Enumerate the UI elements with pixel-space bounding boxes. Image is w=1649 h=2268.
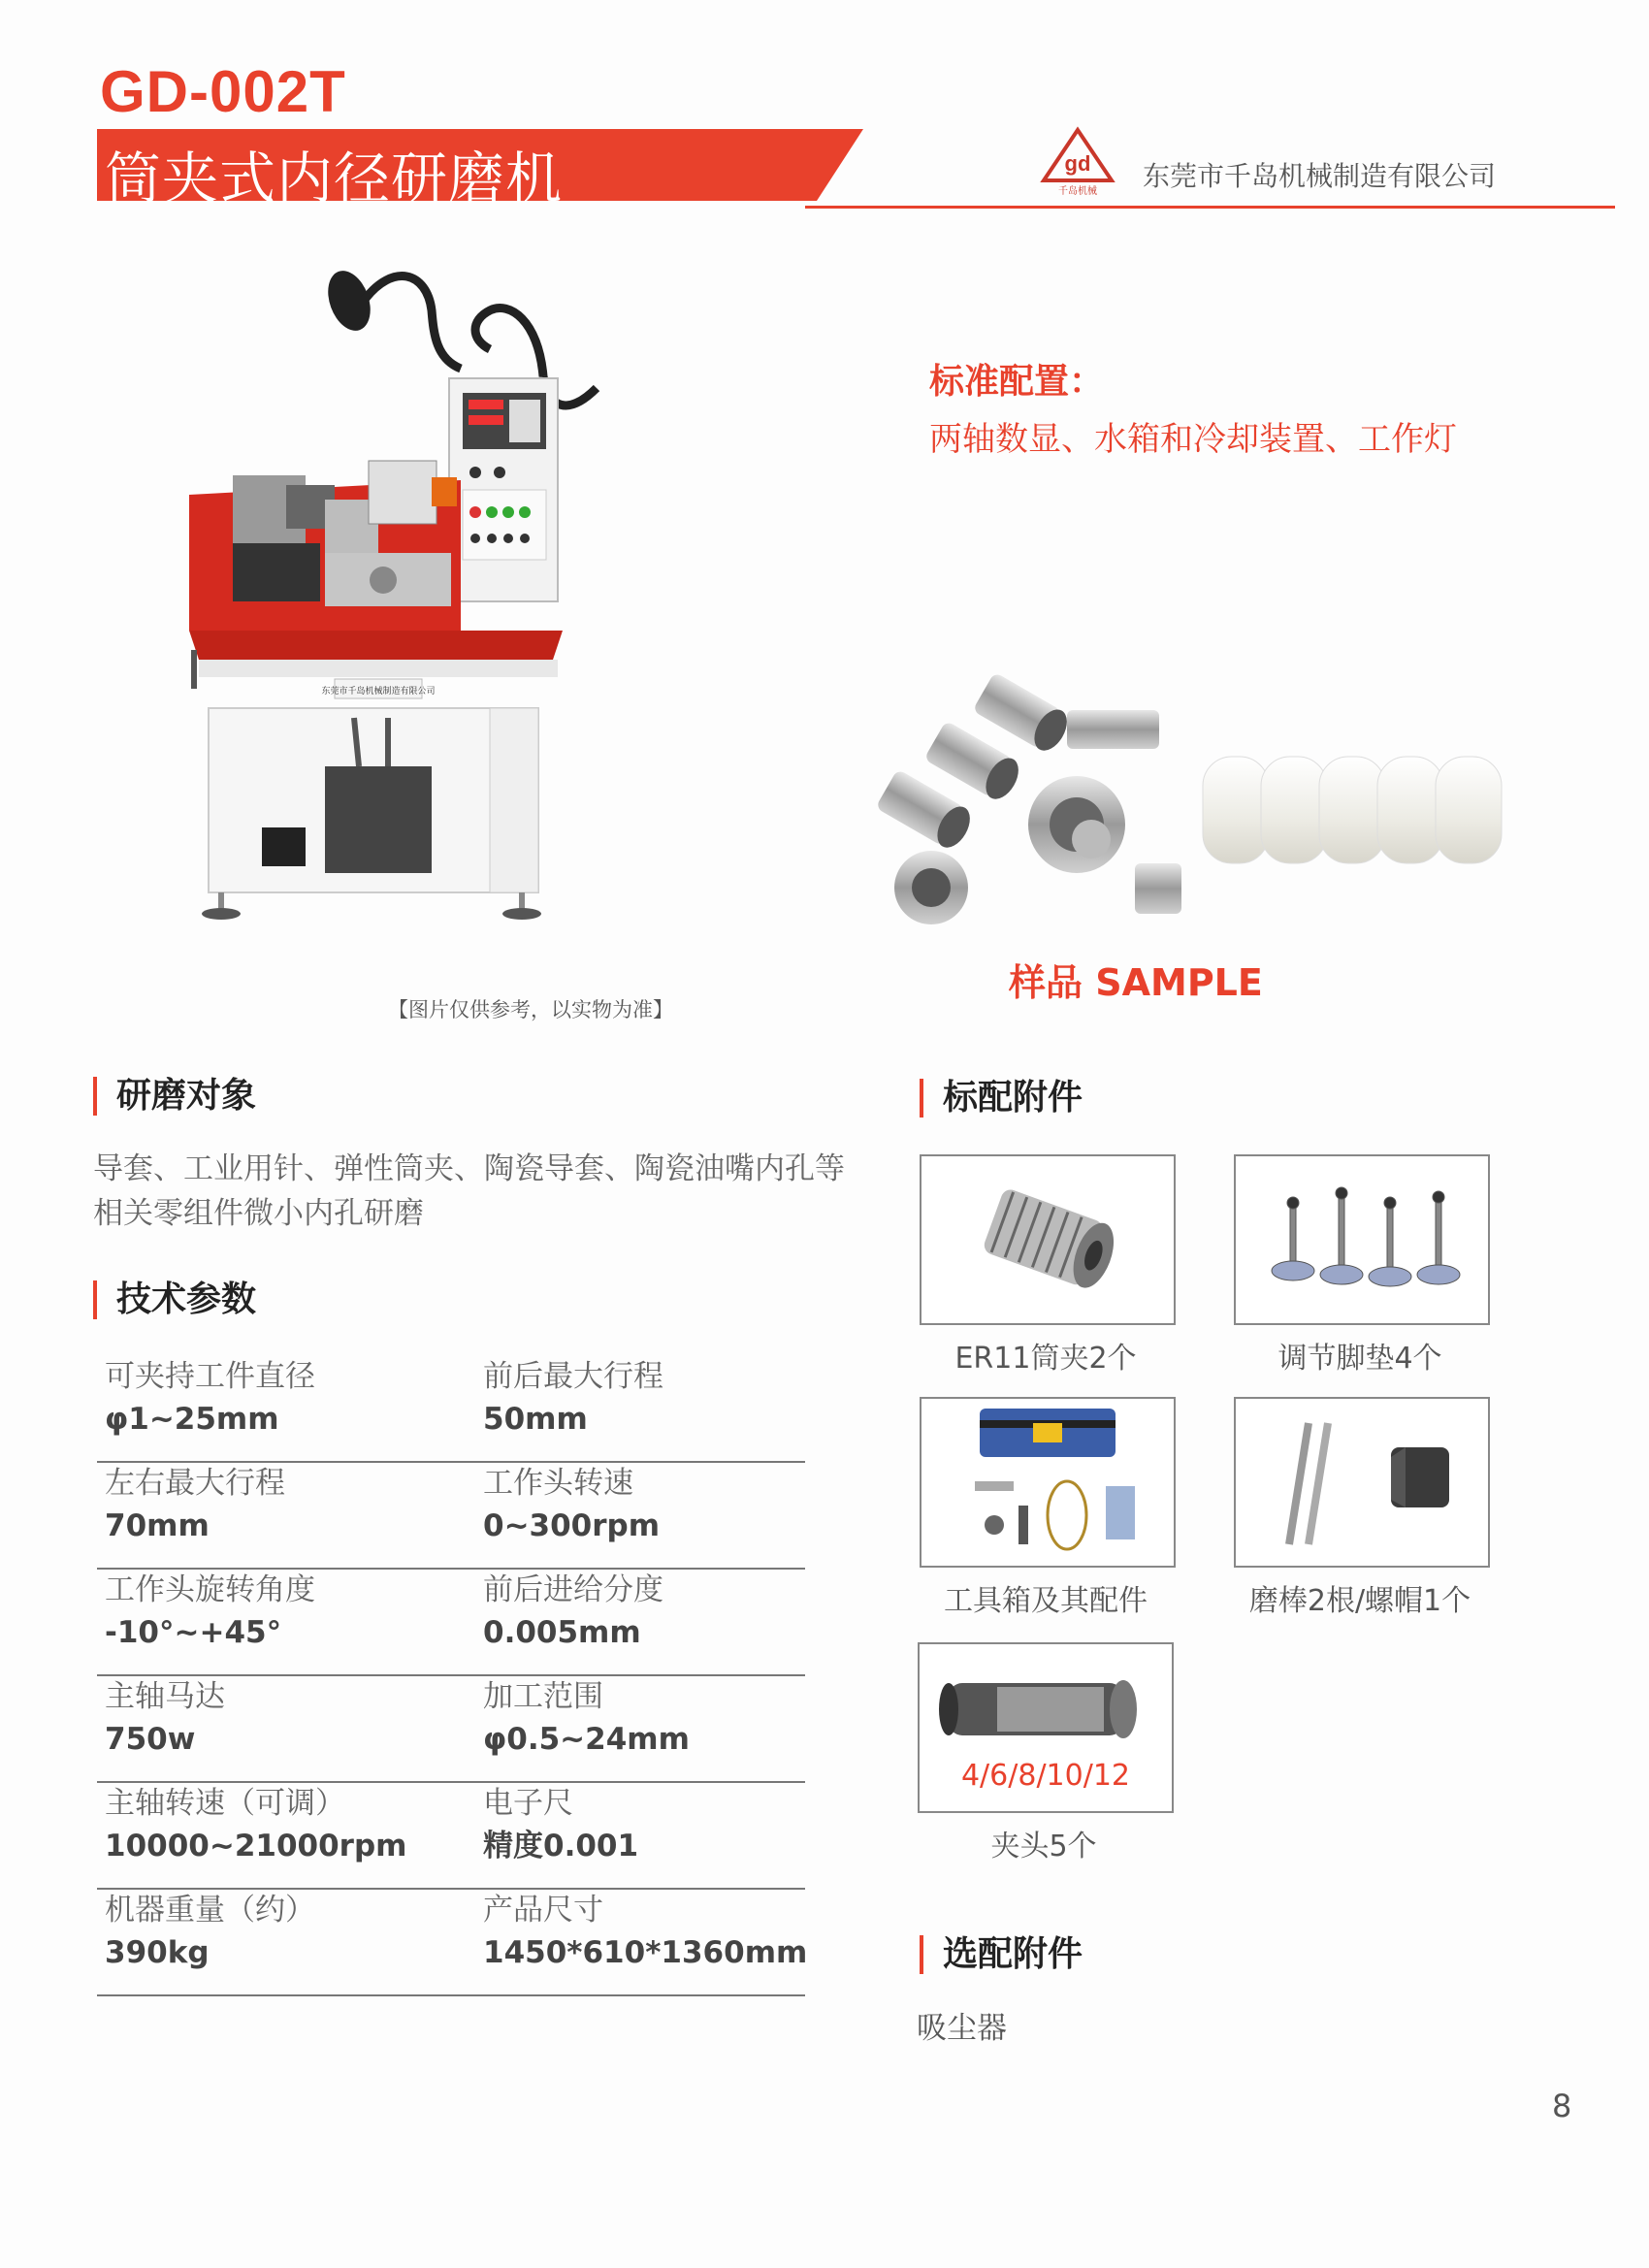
accessory-label: 工具箱及其配件 [944,1584,1148,1618]
svg-text:gd: gd [1064,151,1091,176]
spec-value: 390kg [105,1935,210,1970]
accessory-toolbox [920,1397,1176,1568]
spec-label: 主轴马达 [105,1679,225,1714]
title-banner [97,129,863,211]
grinding-rod-icon [1236,1399,1488,1566]
spec-row [97,1356,805,1463]
collet-icon [922,1156,1174,1323]
sample-label: 样品 SAMPLE [1009,961,1263,1004]
standard-config-text: 两轴数显、水箱和冷却装置、工作灯 [929,420,1457,459]
page-number: 8 [1552,2088,1572,2124]
accessory-label: 夹头5个 [990,1830,1097,1863]
spec-value: 精度0.001 [483,1829,639,1863]
spec-label: 可夹持工件直径 [105,1359,315,1394]
accessory-leveling-feet [1234,1154,1490,1325]
spec-value: 0.005mm [483,1615,641,1650]
spec-value: -10°~+45° [105,1615,282,1650]
accessory-chucks [918,1642,1174,1813]
toolbox-icon [922,1399,1174,1566]
spec-value: 10000~21000rpm [105,1829,407,1863]
logo-icon [1040,126,1116,196]
spec-label: 前后进给分度 [483,1572,663,1607]
spec-row [97,1676,805,1783]
spec-label: 机器重量（约） [105,1893,315,1928]
header-rule [805,206,1615,209]
section-grinding-objects: 研磨对象 [93,1077,256,1116]
spec-label: 产品尺寸 [483,1893,603,1928]
machine-photo [179,262,839,1009]
section-standard-accessories: 标配附件 [920,1079,1083,1118]
company-name: 东莞市千岛机械制造有限公司 [1143,160,1497,192]
svg-text:千岛机械: 千岛机械 [1058,186,1097,196]
spec-value: φ0.5~24mm [483,1722,690,1757]
spec-value: 750w [105,1722,196,1757]
accessory-grinding-rods [1234,1397,1490,1568]
section-optional-accessories: 选配附件 [920,1935,1083,1974]
spec-label: 工作头转速 [483,1466,633,1501]
leveling-feet-icon [1236,1156,1488,1323]
spec-label: 左右最大行程 [105,1466,285,1501]
spec-value: φ1~25mm [105,1402,279,1437]
grinding-objects-text: 导套、工业用针、弹性筒夹、陶瓷导套、陶瓷油嘴内孔等相关零组件微小内孔研磨 [93,1151,845,1231]
spec-value: 50mm [483,1402,588,1437]
spec-value: 70mm [105,1508,210,1543]
spec-value: 1450*610*1360mm [483,1935,808,1970]
chuck-sizes: 4/6/8/10/12 [960,1759,1131,1793]
spec-label: 电子尺 [483,1786,573,1821]
company-logo [1040,126,1116,196]
accessory-collet [920,1154,1176,1325]
accessory-label: ER11筒夹2个 [954,1342,1137,1376]
spec-label: 工作头旋转角度 [105,1572,315,1607]
chuck-icon [920,1644,1172,1761]
section-tech-params: 技术参数 [93,1280,256,1319]
accessory-label: 磨棒2根/螺帽1个 [1248,1584,1471,1618]
spec-label: 主轴转速（可调） [105,1786,345,1821]
optional-accessory-text: 吸尘器 [917,2011,1007,2046]
spec-row [97,1463,805,1570]
photo-caption: 【图片仅供参考，以实物为准】 [388,998,673,1021]
accessory-label: 调节脚垫4个 [1277,1342,1442,1376]
spec-row [97,1570,805,1676]
machine-nameplate: 东莞市千岛机械制造有限公司 [321,687,436,697]
spec-row [97,1783,805,1890]
product-title: 筒夹式内径研磨机 [105,146,564,211]
spec-label: 加工范围 [483,1679,603,1714]
spec-label: 前后最大行程 [483,1359,663,1394]
standard-config-title: 标准配置： [929,362,1105,402]
spec-value: 0~300rpm [483,1508,661,1543]
spec-row [97,1890,808,1996]
spec-table [97,1356,808,1996]
product-model: GD-002T [100,59,346,124]
sample-photo [854,650,1533,951]
